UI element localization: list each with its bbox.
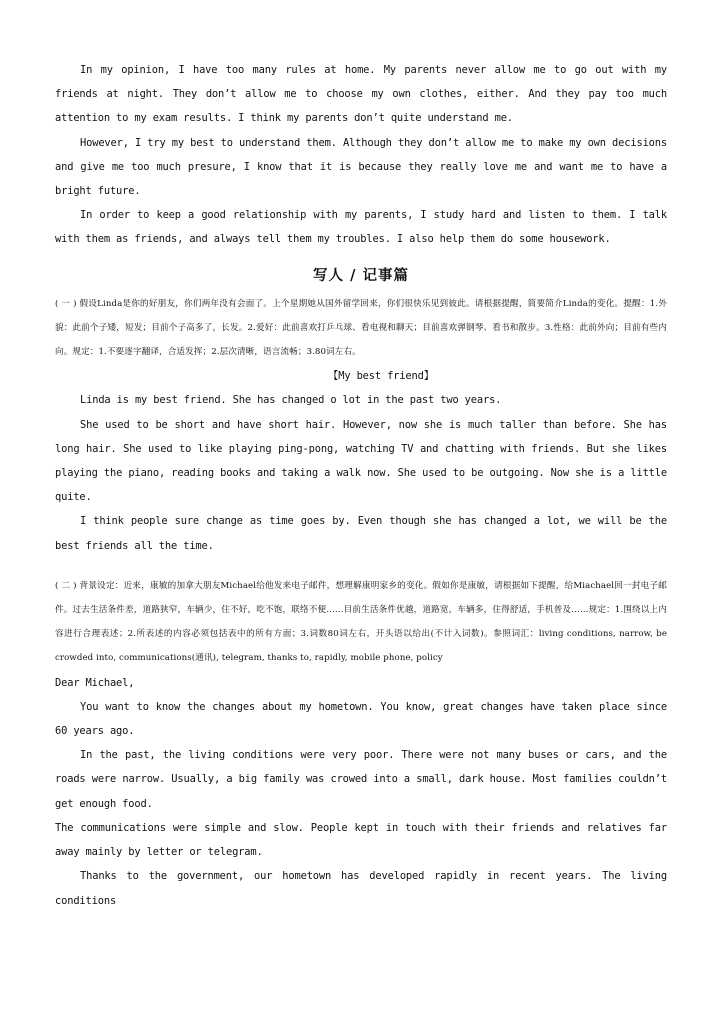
- essay-paragraph-3: In order to keep a good relationship with my parents, I study hard and listen to them. I talk with them as friends, and always tell them my troubles. I also help them do some housework.: [55, 209, 667, 246]
- task-1-paragraph-1: Linda is my best friend. She has changed o lot in the past two years.: [80, 394, 502, 407]
- task-1-paragraph-2: She used to be short and have short hair. However, now she is much taller than before. She has long hair. She used to like playing ping-pong, watching TV and chatting with friends. But she likes playing the piano, reading books and taking a walk now. She used to be outgoing. Now she is a little quite.: [55, 418, 667, 504]
- section-heading: 写人 / 记事篇: [313, 266, 409, 284]
- document-body: [55, 58, 667, 913]
- essay-paragraph-1: In my opinion, I have too many rules at home. My parents never allow me to go out with my friends at night. They don’t allow me to choose my own clothes, either. And they pay too much attention to my exam results. I think my parents don’t quite understand me.: [55, 64, 667, 125]
- letter-paragraph-3: The communications were simple and slow. People kept in touch with their friends and relatives far away mainly by letter or telegram.: [55, 821, 667, 859]
- letter-paragraph-4: Thanks to the government, our hometown has developed rapidly in recent years. The living conditions: [55, 870, 667, 907]
- letter-paragraph-2: In the past, the living conditions were very poor. There were not many buses or cars, and the roads were narrow. Usually, a big family was crowed into a small, dark house. Most families couldn’t get enough food.: [55, 749, 667, 810]
- task-1-title: 【My best friend】: [328, 370, 434, 383]
- task-1-paragraph-3: I think people sure change as time goes by. Even though she has changed a lot, we will be the best friends all the time.: [55, 515, 667, 552]
- letter-greeting: Dear Michael,: [55, 676, 135, 689]
- task-2-prompt: ( 二 ) 背景设定：近来，康敏的加拿大朋友Michael给他发来电子邮件，想理解康明家乡的变化。假如你是康敏，请根据如下提醒，给Miachael回一封电子邮件。过去生活条件差，道路狭窄，车辆少，住不好，吃不饱，联络不便……目前生活条件优越，道路宽，车辆多，住得舒适，手机普及……规定：1.围绕以上内容进行合理表述；2.所表述的内容必须包括表中的所有方面；3.词数80词左右，开头语以给出(不计入词数)。参照词汇：living conditions, narrow, be crowded into, communications(通讯), telegram, thanks to, rapidly, mobile phone, policy: [55, 580, 667, 664]
- letter-paragraph-1: You want to know the changes about my hometown. You know, great changes have taken place since 60 years ago.: [55, 700, 667, 738]
- section-spacer: [55, 558, 667, 574]
- task-1-prompt: ( 一 ) 假设Linda是你的好朋友，你们两年没有会面了。上个星期她从国外留学回来，你们很快乐见到彼此。请根据提醒，简要简介Linda的变化。提醒：1.外貌：此前个子矮，短发；目前个子高多了，长发。2.爱好：此前喜欢打乒乓球、看电视和聊天；目前喜欢弹钢琴、看书和散步。3.性格：此前外向；目前有些内向。规定：1.不要逐字翻译，合适发挥；2.层次清晰，语言流畅；3.80词左右。: [55, 298, 667, 358]
- essay-paragraph-2: However, I try my best to understand them. Although they don’t allow me to make my own decisions and give me too much presure, I know that it is because they really love me and want me to have a bright future.: [55, 136, 667, 198]
